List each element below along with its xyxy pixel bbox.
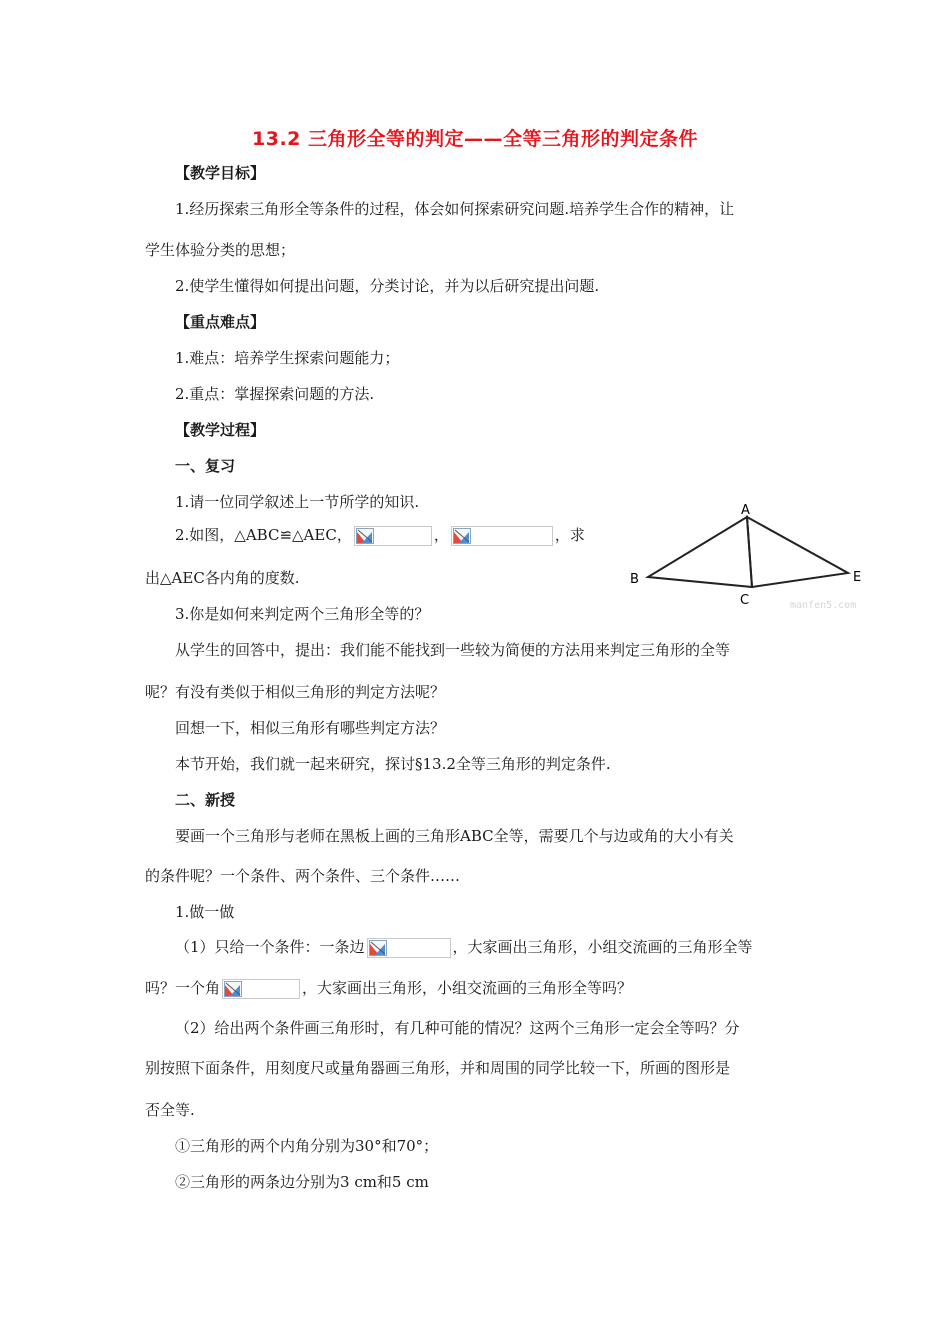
vertex-label-a: A <box>741 503 750 518</box>
page-title: 13.2 三角形全等的判定——全等三角形的判定条件 <box>252 128 698 150</box>
question-1b-suffix: ，大家画出三角形，小组交流画的三角形全等吗？ <box>302 979 633 997</box>
paragraph-1-line-1: 从学生的回答中，提出：我们能不能找到一些较为简便的方法用来判定三角形的全等 <box>175 641 731 659</box>
section-heading-goals: 【教学目标】 <box>175 164 266 182</box>
broken-image-icon <box>354 526 432 546</box>
review-item-2-line-2: 出△AEC各内角的度数. <box>145 569 300 587</box>
question-2-line-3: 否全等. <box>145 1101 195 1119</box>
part-heading-review: 一、复习 <box>175 457 236 475</box>
vertex-label-b: B <box>630 572 639 587</box>
condition-item-1: ①三角形的两个内角分别为30°和70°； <box>175 1137 439 1155</box>
review-item-3: 3.你是如何来判定两个三角形全等的？ <box>175 605 430 623</box>
question-1-line-1 <box>175 937 753 958</box>
condition-item-2: ②三角形的两条边分别为3 cm和5 cm <box>175 1173 429 1191</box>
new-lesson-line-2: 的条件呢？一个条件、两个条件、三个条件…… <box>145 867 461 885</box>
key-point-1: 1.难点：培养学生探索问题能力； <box>175 349 400 367</box>
review-item-2-separator: ， <box>433 526 449 544</box>
paragraph-2: 回想一下，相似三角形有哪些判定方法？ <box>175 719 446 737</box>
triangle-abc <box>648 517 752 587</box>
triangle-figure <box>620 500 880 610</box>
review-item-2-text: 2.如图，△ABC≌△AEC， <box>175 526 352 544</box>
key-point-2: 2.重点：掌握探索问题的方法. <box>175 385 375 403</box>
question-1-line-2 <box>145 978 632 999</box>
section-heading-key-points: 【重点难点】 <box>175 313 266 331</box>
review-item-1: 1.请一位同学叙述上一节所学的知识. <box>175 493 420 511</box>
broken-image-icon <box>451 526 553 546</box>
broken-image-icon <box>367 938 451 958</box>
question-2-line-1: （2）给出两个条件画三角形时，有几种可能的情况？这两个三角形一定会全等吗？分 <box>175 1019 740 1037</box>
paragraph-3: 本节开始，我们就一起来研究，探讨§13.2全等三角形的判定条件. <box>175 755 611 773</box>
goal-2: 2.使学生懂得如何提出问题，分类讨论，并为以后研究提出问题. <box>175 277 600 295</box>
vertex-label-c: C <box>740 593 750 608</box>
new-lesson-line-1: 要画一个三角形与老师在黑板上画的三角形ABC全等，需要几个与边或角的大小有关 <box>175 827 734 845</box>
question-1-prefix: （1）只给一个条件：一条边 <box>175 938 365 956</box>
activity-heading: 1.做一做 <box>175 903 235 921</box>
broken-image-icon <box>222 979 300 999</box>
section-heading-process: 【教学过程】 <box>175 421 266 439</box>
question-1b-prefix: 吗？一个角 <box>145 979 221 997</box>
part-heading-new-lesson: 二、新授 <box>175 791 236 809</box>
review-item-2-line-1 <box>175 525 585 546</box>
question-1-suffix: ，大家画出三角形，小组交流画的三角形全等 <box>452 938 753 956</box>
goal-1-line-1: 1.经历探索三角形全等条件的过程，体会如何探索研究问题.培养学生合作的精神，让 <box>175 200 735 218</box>
vertex-label-e: E <box>853 570 862 585</box>
goal-1-line-2: 学生体验分类的思想； <box>145 241 296 259</box>
watermark: manfen5.com <box>790 600 857 610</box>
triangle-aec <box>747 517 848 587</box>
question-2-line-2: 别按照下面条件，用刻度尺或量角器画三角形，并和周围的同学比较一下，所画的图形是 <box>145 1059 731 1077</box>
paragraph-1-line-2: 呢？有没有类似于相似三角形的判定方法呢？ <box>145 683 446 701</box>
review-item-2-end: ，求 <box>554 526 585 544</box>
